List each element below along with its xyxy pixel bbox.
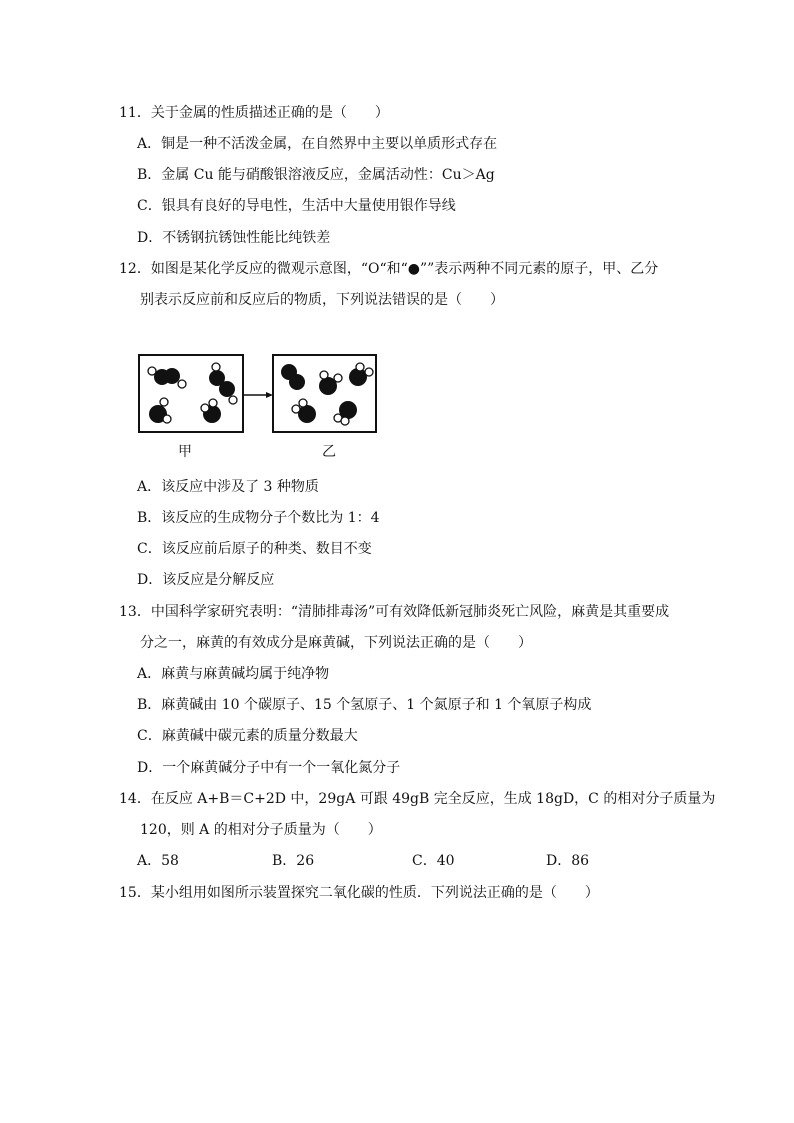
q14-option-a: A．58 bbox=[137, 853, 179, 869]
molecule-right-5 bbox=[334, 401, 357, 425]
q14-option-b: B．26 bbox=[272, 853, 315, 869]
q12-stem-line2: 别表示反应前和反应后的物质，下列说法错误的是（ ） bbox=[140, 292, 504, 308]
reaction-diagram bbox=[138, 353, 378, 435]
diagram-label-reactant: 甲 bbox=[178, 444, 192, 460]
q12-option-c: C．该反应前后原子的种类、数目不变 bbox=[137, 541, 372, 557]
diagram-label-product: 乙 bbox=[322, 444, 336, 460]
q13-stem-line1: 13．中国科学家研究表明：“清肺排毒汤”可有效降低新冠肺炎死亡风险，麻黄是其重要成 bbox=[119, 604, 670, 620]
q11-option-b: B．金属 Cu 能与硝酸银溶液反应，金属活动性：Cu＞Ag bbox=[137, 167, 495, 183]
q11-stem: 11．关于金属的性质描述正确的是（ ） bbox=[119, 105, 389, 121]
q13-option-c: C．麻黄碱中碳元素的质量分数最大 bbox=[137, 728, 358, 744]
q11-option-a: A．铜是一种不活泼金属，在自然界中主要以单质形式存在 bbox=[137, 136, 498, 152]
q12-stem-line1: 12．如图是某化学反应的微观示意图，“O“和“●””表示两种不同元素的原子，甲、乙分 bbox=[119, 261, 659, 277]
q13-option-b: B．麻黄碱由 10 个碳原子、15 个氢原子、1 个氮原子和 1 个氧原子构成 bbox=[137, 697, 592, 713]
q12-option-a: A．该反应中涉及了 3 种物质 bbox=[137, 479, 319, 495]
molecule-left-2 bbox=[209, 363, 237, 404]
q14-stem-line2: 120，则 A 的相对分子质量为（ ） bbox=[140, 822, 382, 838]
molecule-right-2 bbox=[319, 371, 342, 395]
q14-option-c: C．40 bbox=[412, 853, 455, 869]
q11-option-d: D．不锈钢抗锈蚀性能比纯铁差 bbox=[137, 230, 331, 246]
q13-option-a: A．麻黄与麻黄碱均属于纯净物 bbox=[137, 666, 330, 682]
reaction-arrow bbox=[243, 392, 273, 398]
molecule-left-1 bbox=[148, 367, 186, 388]
q11-option-c: C．银具有良好的导电性，生活中大量使用银作导线 bbox=[137, 198, 456, 214]
q14-stem-line1: 14．在反应 A+B＝C+2D 中，29gA 可跟 49gB 完全反应，生成 18gD，C 的相对分子质量为 bbox=[119, 791, 716, 807]
q13-stem-line2: 分之一，麻黄的有效成分是麻黄碱，下列说法正确的是（ ） bbox=[140, 635, 532, 651]
molecule-right-3 bbox=[349, 363, 373, 386]
q13-option-d: D．一个麻黄碱分子中有一个一氧化氮分子 bbox=[137, 760, 401, 776]
q15-stem: 15．某小组用如图所示装置探究二氧化碳的性质．下列说法正确的是（ ） bbox=[119, 885, 599, 901]
q12-option-d: D．该反应是分解反应 bbox=[137, 572, 275, 588]
q12-option-b: B．该反应的生成物分子个数比为 1：4 bbox=[137, 510, 380, 526]
molecule-right-4 bbox=[292, 399, 316, 423]
q14-option-d: D．86 bbox=[546, 853, 590, 869]
molecule-left-4 bbox=[201, 399, 221, 423]
molecule-left-3 bbox=[149, 398, 171, 423]
molecule-right-1 bbox=[281, 364, 305, 390]
